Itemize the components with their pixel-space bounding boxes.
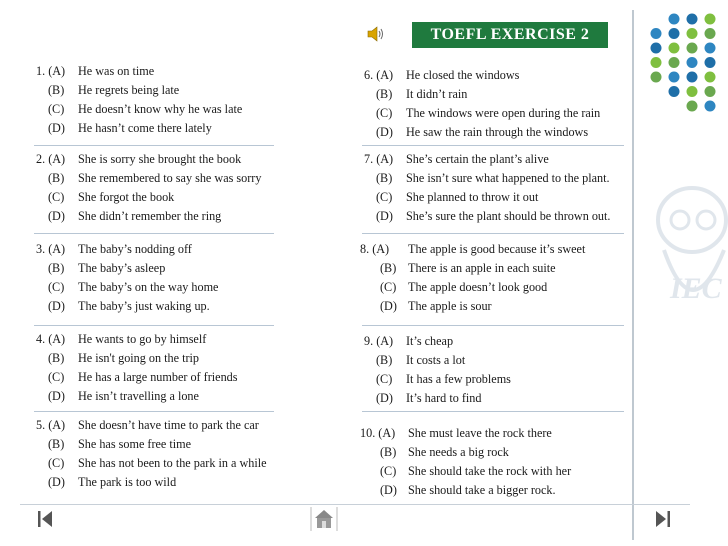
speaker-icon[interactable] bbox=[366, 24, 386, 44]
option-text: She forgot the book bbox=[78, 190, 175, 204]
option-text: He isn’t travelling a lone bbox=[78, 389, 199, 403]
answer-option[interactable] bbox=[36, 169, 261, 188]
decorative-dot bbox=[669, 57, 680, 68]
option-letter: 3. (A) bbox=[36, 242, 66, 256]
option-text: He wants to go by himself bbox=[78, 332, 207, 346]
decorative-dot bbox=[669, 72, 680, 83]
decorative-dot bbox=[651, 72, 662, 83]
answer-option[interactable] bbox=[36, 473, 267, 492]
answer-option[interactable] bbox=[36, 349, 238, 368]
answer-option[interactable] bbox=[36, 435, 267, 454]
option-text: The park is too wild bbox=[78, 475, 177, 489]
answer-option[interactable] bbox=[364, 351, 511, 370]
option-letter: (C) bbox=[376, 372, 393, 386]
separator bbox=[34, 233, 274, 234]
question-3 bbox=[36, 240, 218, 316]
answer-option[interactable] bbox=[364, 85, 600, 104]
option-letter: 9. (A) bbox=[364, 334, 394, 348]
option-text: She’s certain the plant’s alive bbox=[406, 152, 549, 166]
decorative-dot bbox=[705, 101, 716, 112]
decorative-dot bbox=[705, 43, 716, 54]
option-text: The windows were open during the rain bbox=[406, 106, 601, 120]
answer-option[interactable] bbox=[36, 207, 261, 226]
answer-option[interactable] bbox=[364, 332, 511, 351]
question-6 bbox=[364, 66, 600, 142]
decorative-dot bbox=[705, 72, 716, 83]
option-letter: (D) bbox=[48, 209, 65, 223]
option-text: The baby’s just waking up. bbox=[78, 299, 210, 313]
answer-option[interactable] bbox=[364, 207, 610, 226]
separator bbox=[34, 145, 274, 146]
answer-option[interactable] bbox=[36, 368, 238, 387]
decorative-dot bbox=[705, 57, 716, 68]
answer-option[interactable] bbox=[36, 259, 218, 278]
answer-option[interactable] bbox=[36, 188, 261, 207]
answer-option[interactable] bbox=[36, 297, 218, 316]
answer-option[interactable] bbox=[360, 424, 571, 443]
nav-divider bbox=[20, 504, 690, 505]
option-letter: 7. (A) bbox=[364, 152, 394, 166]
answer-option[interactable] bbox=[360, 278, 585, 297]
option-text: She has some free time bbox=[78, 437, 192, 451]
option-text: She’s sure the plant should be thrown out. bbox=[406, 209, 611, 223]
answer-option[interactable] bbox=[36, 240, 218, 259]
decorative-dot bbox=[687, 28, 698, 39]
answer-option[interactable] bbox=[364, 169, 610, 188]
option-text: The apple doesn’t look good bbox=[408, 280, 548, 294]
option-text: It’s cheap bbox=[406, 334, 454, 348]
decorative-dot bbox=[687, 57, 698, 68]
option-letter: (C) bbox=[376, 190, 393, 204]
option-text: The baby’s asleep bbox=[78, 261, 166, 275]
option-letter: (D) bbox=[376, 125, 393, 139]
option-letter: (D) bbox=[376, 391, 393, 405]
answer-option[interactable] bbox=[360, 240, 585, 259]
option-text: She must leave the rock there bbox=[408, 426, 552, 440]
option-letter: 4. (A) bbox=[36, 332, 66, 346]
option-letter: (B) bbox=[380, 445, 397, 459]
answer-option[interactable] bbox=[36, 330, 238, 349]
question-7 bbox=[364, 150, 610, 226]
answer-option[interactable] bbox=[360, 462, 571, 481]
separator bbox=[362, 325, 624, 326]
option-letter: (C) bbox=[48, 280, 65, 294]
exercise-title: TOEFL EXERCISE 2 bbox=[412, 22, 608, 48]
option-text: The apple is sour bbox=[408, 299, 492, 313]
option-letter: (D) bbox=[48, 121, 65, 135]
option-letter: (D) bbox=[380, 299, 397, 313]
decorative-dot bbox=[651, 43, 662, 54]
decorative-dot bbox=[651, 28, 662, 39]
option-letter: (C) bbox=[48, 190, 65, 204]
option-letter: 8. (A) bbox=[360, 242, 390, 256]
option-letter: (D) bbox=[376, 209, 393, 223]
option-letter: 6. (A) bbox=[364, 68, 394, 82]
home-icon[interactable] bbox=[309, 506, 339, 532]
option-text: It costs a lot bbox=[406, 353, 466, 367]
answer-option[interactable] bbox=[360, 443, 571, 462]
question-4 bbox=[36, 330, 238, 406]
decorative-dot bbox=[687, 72, 698, 83]
question-10 bbox=[360, 424, 571, 500]
decorative-dot bbox=[651, 57, 662, 68]
decorative-dot bbox=[705, 14, 716, 25]
option-letter: (C) bbox=[380, 280, 397, 294]
answer-option[interactable] bbox=[364, 123, 600, 142]
option-letter: (B) bbox=[48, 261, 65, 275]
answer-option[interactable] bbox=[360, 297, 585, 316]
decorative-dot bbox=[687, 86, 698, 97]
owl-watermark-logo bbox=[634, 180, 728, 330]
option-letter: (B) bbox=[376, 353, 393, 367]
question-9 bbox=[364, 332, 511, 408]
decorative-dot bbox=[669, 43, 680, 54]
answer-option[interactable] bbox=[364, 150, 610, 169]
option-text: It didn’t rain bbox=[406, 87, 468, 101]
decorative-dot bbox=[669, 14, 680, 25]
answer-option[interactable] bbox=[36, 387, 238, 406]
option-letter: (D) bbox=[380, 483, 397, 497]
decorative-dot bbox=[687, 43, 698, 54]
option-letter: (B) bbox=[376, 171, 393, 185]
question-5 bbox=[36, 416, 267, 492]
answer-option[interactable] bbox=[364, 389, 511, 408]
option-letter: (B) bbox=[48, 437, 65, 451]
decorative-dot bbox=[687, 14, 698, 25]
option-text: He isn't going on the trip bbox=[78, 351, 200, 365]
option-text: She planned to throw it out bbox=[406, 190, 539, 204]
separator bbox=[362, 145, 624, 146]
option-text: The baby’s nodding off bbox=[78, 242, 192, 256]
answer-option[interactable] bbox=[364, 104, 600, 123]
separator bbox=[34, 325, 274, 326]
answer-option[interactable] bbox=[36, 119, 242, 138]
question-8 bbox=[360, 240, 585, 316]
watermark-text: IEC bbox=[670, 272, 722, 305]
option-letter: 10. (A) bbox=[360, 426, 396, 440]
option-text: It has a few problems bbox=[406, 372, 511, 386]
option-text: He saw the rain through the windows bbox=[406, 125, 589, 139]
option-text: She should take a bigger rock. bbox=[408, 483, 556, 497]
answer-option[interactable] bbox=[36, 62, 242, 81]
option-text: The baby’s on the way home bbox=[78, 280, 219, 294]
answer-option[interactable] bbox=[36, 100, 242, 119]
option-text: She has not been to the park in a while bbox=[78, 456, 267, 470]
option-letter: (C) bbox=[48, 456, 65, 470]
option-text: He was on time bbox=[78, 64, 155, 78]
option-letter: (B) bbox=[48, 171, 65, 185]
separator bbox=[362, 233, 624, 234]
decorative-dots bbox=[648, 12, 724, 116]
answer-option[interactable] bbox=[36, 416, 267, 435]
option-letter: (B) bbox=[376, 87, 393, 101]
option-letter: (B) bbox=[48, 83, 65, 97]
option-letter: (B) bbox=[380, 261, 397, 275]
option-text: She is sorry she brought the book bbox=[78, 152, 242, 166]
option-text: He regrets being late bbox=[78, 83, 180, 97]
question-2 bbox=[36, 150, 261, 226]
separator bbox=[34, 411, 274, 412]
decorative-dot bbox=[705, 28, 716, 39]
option-text: The apple is good because it’s sweet bbox=[408, 242, 586, 256]
option-text: There is an apple in each suite bbox=[408, 261, 556, 275]
option-text: She didn’t remember the ring bbox=[78, 209, 222, 223]
question-1 bbox=[36, 62, 242, 138]
option-letter: (D) bbox=[48, 299, 65, 313]
decorative-dot bbox=[669, 86, 680, 97]
option-letter: (D) bbox=[48, 475, 65, 489]
last-page-icon[interactable] bbox=[648, 506, 678, 532]
decorative-dot bbox=[687, 101, 698, 112]
option-letter: (B) bbox=[48, 351, 65, 365]
separator bbox=[362, 411, 624, 412]
answer-option[interactable] bbox=[360, 481, 571, 500]
decorative-dot bbox=[705, 86, 716, 97]
answer-option[interactable] bbox=[36, 454, 267, 473]
option-text: She should take the rock with her bbox=[408, 464, 572, 478]
option-letter: 5. (A) bbox=[36, 418, 66, 432]
option-letter: (C) bbox=[376, 106, 393, 120]
option-text: She remembered to say she was sorry bbox=[78, 171, 262, 185]
first-page-icon[interactable] bbox=[30, 506, 60, 532]
option-text: He doesn’t know why he was late bbox=[78, 102, 243, 116]
option-text: It’s hard to find bbox=[406, 391, 482, 405]
option-letter: (C) bbox=[48, 370, 65, 384]
answer-option[interactable] bbox=[360, 259, 585, 278]
answer-option[interactable] bbox=[364, 66, 600, 85]
answer-option[interactable] bbox=[36, 81, 242, 100]
answer-option[interactable] bbox=[364, 188, 610, 207]
option-text: He closed the windows bbox=[406, 68, 520, 82]
answer-option[interactable] bbox=[36, 150, 261, 169]
option-text: He hasn’t come there lately bbox=[78, 121, 212, 135]
option-letter: 1. (A) bbox=[36, 64, 66, 78]
option-text: She isn’t sure what happened to the plant. bbox=[406, 171, 610, 185]
option-letter: 2. (A) bbox=[36, 152, 66, 166]
option-letter: (C) bbox=[380, 464, 397, 478]
answer-option[interactable] bbox=[364, 370, 511, 389]
option-text: He has a large number of friends bbox=[78, 370, 238, 384]
answer-option[interactable] bbox=[36, 278, 218, 297]
option-letter: (C) bbox=[48, 102, 65, 116]
option-letter: (D) bbox=[48, 389, 65, 403]
option-text: She doesn’t have time to park the car bbox=[78, 418, 259, 432]
decorative-dot bbox=[669, 28, 680, 39]
option-text: She needs a big rock bbox=[408, 445, 509, 459]
